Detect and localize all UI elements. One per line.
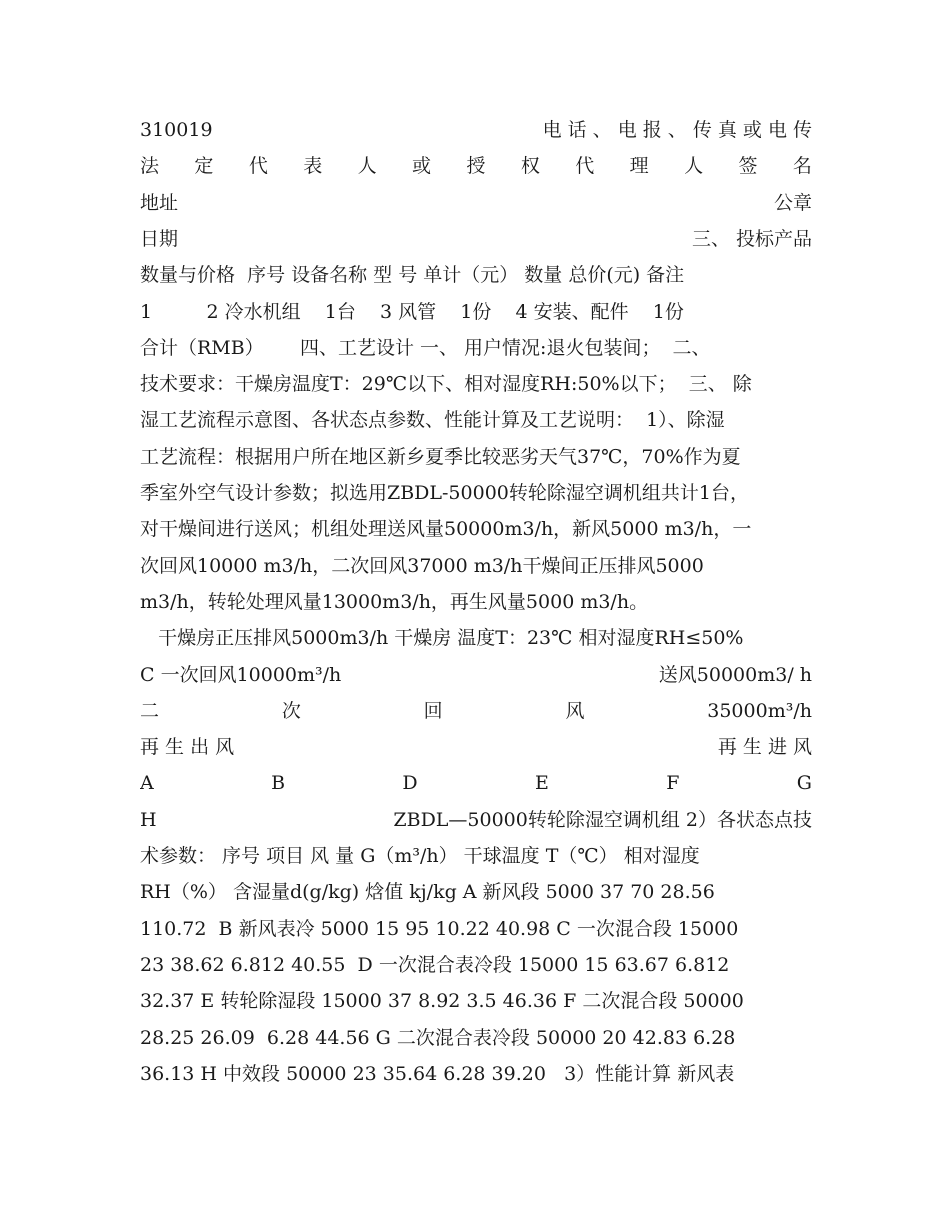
text-content: 28.25 26.09 6.28 44.56 G 二次混合表冷段 50000 20 42.83 6.28 bbox=[140, 1027, 736, 1049]
text-content: 合计（RMB） 四、工艺设计 一、 用户情况:退火包装间； 二、 bbox=[140, 337, 711, 359]
text-item: B bbox=[271, 772, 286, 794]
text-left: 再 生 出 风 bbox=[140, 736, 235, 758]
text-line bbox=[140, 626, 812, 650]
text-right: 送风50000m3/ h bbox=[658, 664, 812, 686]
text-line bbox=[140, 808, 812, 832]
text-content: 技术要求：干燥房温度T：29℃以下、相对湿度RH:50%以下； 三、 除 bbox=[140, 373, 752, 395]
text-content: m3/h，转轮处理风量13000m3/h，再生风量5000 m3/h。 bbox=[140, 591, 649, 613]
text-left: C 一次回风10000m³/h bbox=[140, 664, 342, 686]
text-content: 32.37 E 转轮除湿段 15000 37 8.92 3.5 46.36 F 二次混合段 50000 bbox=[140, 990, 744, 1012]
text-char: 代 bbox=[248, 155, 268, 177]
text-char: 授 bbox=[466, 155, 486, 177]
text-line bbox=[140, 735, 812, 759]
text-item: E bbox=[535, 772, 549, 794]
text-item: G bbox=[796, 772, 812, 794]
text-content: RH（%） 含湿量d(g/kg) 焓值 kj/kg A 新风段 5000 37 70 28.56 bbox=[140, 881, 715, 903]
text-line bbox=[140, 517, 812, 541]
text-content: 110.72 B 新风表冷 5000 15 95 10.22 40.98 C 一次混合段 15000 bbox=[140, 918, 739, 940]
text-line bbox=[140, 844, 812, 868]
text-char: 人 bbox=[357, 155, 377, 177]
text-line bbox=[140, 771, 812, 795]
text-line bbox=[140, 408, 812, 432]
text-item: 35000m³/h bbox=[707, 700, 812, 722]
text-line bbox=[140, 191, 812, 215]
text-char: 人 bbox=[684, 155, 704, 177]
text-line bbox=[140, 300, 812, 324]
text-right: 三、 投标产品 bbox=[691, 228, 812, 250]
text-line bbox=[140, 481, 812, 505]
text-item: 风 bbox=[565, 700, 585, 722]
text-content: 次回风10000 m3/h，二次回风37000 m3/h干燥间正压排风5000 bbox=[140, 555, 704, 577]
text-line bbox=[140, 336, 812, 360]
text-char: 法 bbox=[140, 155, 160, 177]
text-left: 地址 bbox=[140, 192, 179, 214]
text-char: 理 bbox=[629, 155, 649, 177]
text-line bbox=[140, 372, 812, 396]
text-char: 权 bbox=[520, 155, 540, 177]
text-right: 电 话 、 电 报 、 传 真 或 电 传 bbox=[542, 119, 812, 141]
text-line bbox=[140, 917, 812, 941]
text-line bbox=[140, 953, 812, 977]
text-content: 术参数： 序号 项目 风 量 G（m³/h） 干球温度 T（℃） 相对湿度 bbox=[140, 845, 700, 867]
text-line bbox=[140, 118, 812, 142]
text-left: 日期 bbox=[140, 228, 179, 250]
text-right: 再 生 进 风 bbox=[717, 736, 812, 758]
text-content: 36.13 H 中效段 50000 23 35.64 6.28 39.20 3）性能计算 新风表 bbox=[140, 1063, 735, 1085]
text-line bbox=[140, 554, 812, 578]
text-char: 或 bbox=[412, 155, 432, 177]
text-content: 23 38.62 6.812 40.55 D 一次混合表冷段 15000 15 63.67 6.812 bbox=[140, 954, 730, 976]
text-line bbox=[140, 1062, 812, 1086]
text-content: 对干燥间进行送风；机组处理送风量50000m3/h，新风5000 m3/h，一 bbox=[140, 518, 752, 540]
text-content: 干燥房正压排风5000m3/h 干燥房 温度T：23℃ 相对湿度RH≤50% bbox=[140, 627, 744, 649]
text-char: 定 bbox=[194, 155, 214, 177]
text-item: D bbox=[402, 772, 418, 794]
text-line bbox=[140, 445, 812, 469]
text-char: 签 bbox=[738, 155, 758, 177]
text-right: 公章 bbox=[773, 192, 812, 214]
text-right: ZBDL—50000转轮除湿空调机组 2）各状态点技 bbox=[393, 809, 812, 831]
text-line bbox=[140, 590, 812, 614]
text-line bbox=[140, 989, 812, 1013]
text-line bbox=[140, 880, 812, 904]
text-content: 季室外空气设计参数；拟选用ZBDL-50000转轮除湿空调机组共计1台， bbox=[140, 482, 749, 504]
text-line bbox=[140, 663, 812, 687]
text-char: 名 bbox=[792, 155, 812, 177]
text-line bbox=[140, 1026, 812, 1050]
text-content: 数量与价格 序号 设备名称 型 号 单计（元） 数量 总价(元) 备注 bbox=[140, 264, 685, 286]
text-item: 二 bbox=[140, 700, 160, 722]
text-item: 次 bbox=[281, 700, 301, 722]
text-left: 310019 bbox=[140, 119, 213, 141]
text-line bbox=[140, 263, 812, 287]
text-content: 1 2 冷水机组 1台 3 风管 1份 4 安装、配件 1份 bbox=[140, 301, 684, 323]
text-content: 湿工艺流程示意图、各状态点参数、性能计算及工艺说明： 1）、除湿 bbox=[140, 409, 725, 431]
text-item: A bbox=[140, 772, 154, 794]
text-char: 代 bbox=[575, 155, 595, 177]
text-item: 回 bbox=[423, 700, 443, 722]
text-content: 工艺流程：根据用户所在地区新乡夏季比较恶劣天气37℃，70%作为夏 bbox=[140, 446, 741, 468]
text-line bbox=[140, 227, 812, 251]
text-char: 表 bbox=[303, 155, 323, 177]
text-item: F bbox=[666, 772, 680, 794]
text-line bbox=[140, 154, 812, 178]
text-line bbox=[140, 699, 812, 723]
text-left: H bbox=[140, 809, 157, 831]
text-spaced bbox=[140, 154, 812, 178]
